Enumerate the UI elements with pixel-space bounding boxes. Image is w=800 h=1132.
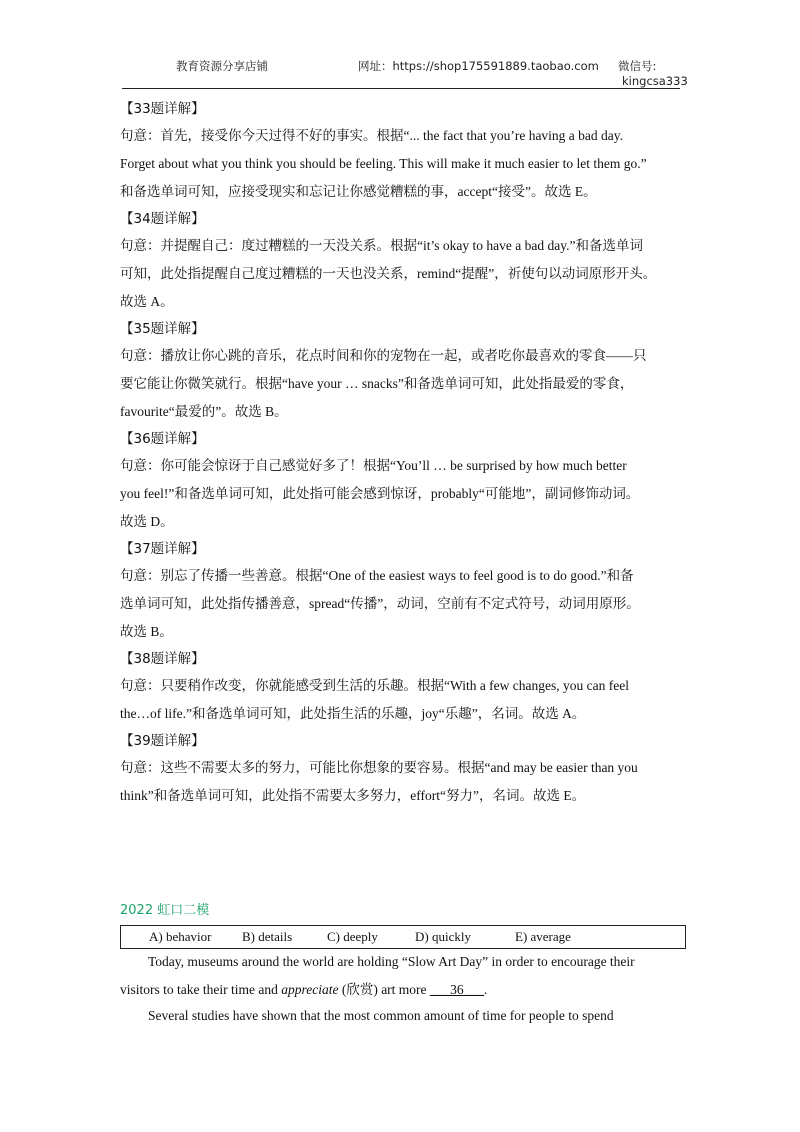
- section-title: 【36题详解】: [120, 431, 205, 447]
- explanation-line: 可知，此处指提醒自己度过糟糕的一天也没关系，remind“提醒”，祈使句以动词原形开头。: [120, 266, 657, 281]
- explanation-line: Forget about what you think you should be feeling. This will make it much easier to let them go.”: [120, 156, 647, 171]
- explanation-line: 故选 B。: [120, 624, 173, 639]
- option-d: D) quickly: [415, 929, 471, 944]
- explanation-line: 句意：别忘了传播一些善意。根据“One of the easiest ways to feel good is to do good.”和备: [120, 568, 634, 583]
- explanation-line: think”和备选单词可知，此处指不需要太多努力，effort“努力”，名词。故选 E。: [120, 788, 586, 803]
- passage-text: .: [483, 982, 488, 997]
- section-title: 【34题详解】: [120, 211, 205, 227]
- explanation-line: the…of life.”和备选单词可知，此处指生活的乐趣，joy“乐趣”，名词。故选 A。: [120, 706, 586, 721]
- explanation-line: 选单词可知，此处指传播善意，spread“传播”，动词，空前有不定式符号，动词用原形。: [120, 596, 640, 611]
- page-header: [122, 0, 688, 89]
- section-title: 【38题详解】: [120, 651, 205, 667]
- passage-line-3: Several studies have shown that the most common amount of time for people to spend: [148, 1008, 614, 1023]
- option-a: A) behavior: [149, 929, 212, 944]
- explanation-line: you feel!”和备选单词可知，此处指可能会感到惊讶，probably“可能地”，副词修饰动词。: [120, 486, 640, 501]
- header-wechat-label: 微信号:: [618, 59, 657, 73]
- explanation-line: 故选 D。: [120, 514, 174, 529]
- option-c: C) deeply: [327, 929, 378, 944]
- header-url: 网址：https://shop175591889.taobao.com: [358, 59, 599, 73]
- explanation-line: 要它能让你微笑就行。根据“have your … snacks”和备选单词可知，此处指最爱的零食，: [120, 376, 634, 391]
- option-e: E) average: [515, 929, 571, 944]
- header-wechat-id: kingcsa333: [622, 74, 688, 88]
- passage-line-2: [120, 976, 686, 1004]
- explanation-line: 句意：你可能会惊讶于自己感觉好多了！根据“You’ll … be surprised by how much better: [120, 458, 627, 473]
- section-title: 【33题详解】: [120, 101, 205, 117]
- explanation-line: favourite“最爱的”。故选 B。: [120, 404, 288, 419]
- passage-italic-word: appreciate: [281, 982, 339, 997]
- blank-36: ___36___: [429, 982, 484, 997]
- explanation-line: 句意：播放让你心跳的音乐，花点时间和你的宠物在一起，或者吃你最喜欢的零食——只: [120, 348, 647, 363]
- option-b: B) details: [242, 929, 293, 944]
- word-bank-box: [120, 925, 686, 949]
- explanation-line: 句意：首先，接受你今天过得不好的事实。根据“... the fact that you’re having a bad day.: [120, 128, 624, 143]
- explanation-line: 句意：并提醒自己：度过糟糕的一天没关系。根据“it’s okay to have a bad day.”和备选单词: [120, 238, 643, 253]
- explanation-line: 句意：只要稍作改变，你就能感受到生活的乐趣。根据“With a few changes, you can feel: [120, 678, 629, 693]
- answer-explanations: [120, 96, 690, 810]
- header-shop-name: 教育资源分享店铺: [176, 59, 268, 73]
- passage-line-1: Today, museums around the world are holding “Slow Art Day” in order to encourage their: [148, 954, 635, 969]
- exam-tag: 2022 虹口二模: [120, 903, 210, 918]
- explanation-line: 和备选单词可知，应接受现实和忘记让你感觉糟糕的事，accept“接受”。故选 E。: [120, 184, 597, 199]
- passage-text: (欣赏) art more: [338, 982, 430, 997]
- passage-text: visitors to take their time and: [120, 982, 282, 997]
- section-title: 【35题详解】: [120, 321, 205, 337]
- section-title: 【37题详解】: [120, 541, 205, 557]
- explanation-line: 句意：这些不需要太多的努力，可能比你想象的要容易。根据“and may be easier than you: [120, 760, 638, 775]
- explanation-line: 故选 A。: [120, 294, 174, 309]
- section-title: 【39题详解】: [120, 733, 205, 749]
